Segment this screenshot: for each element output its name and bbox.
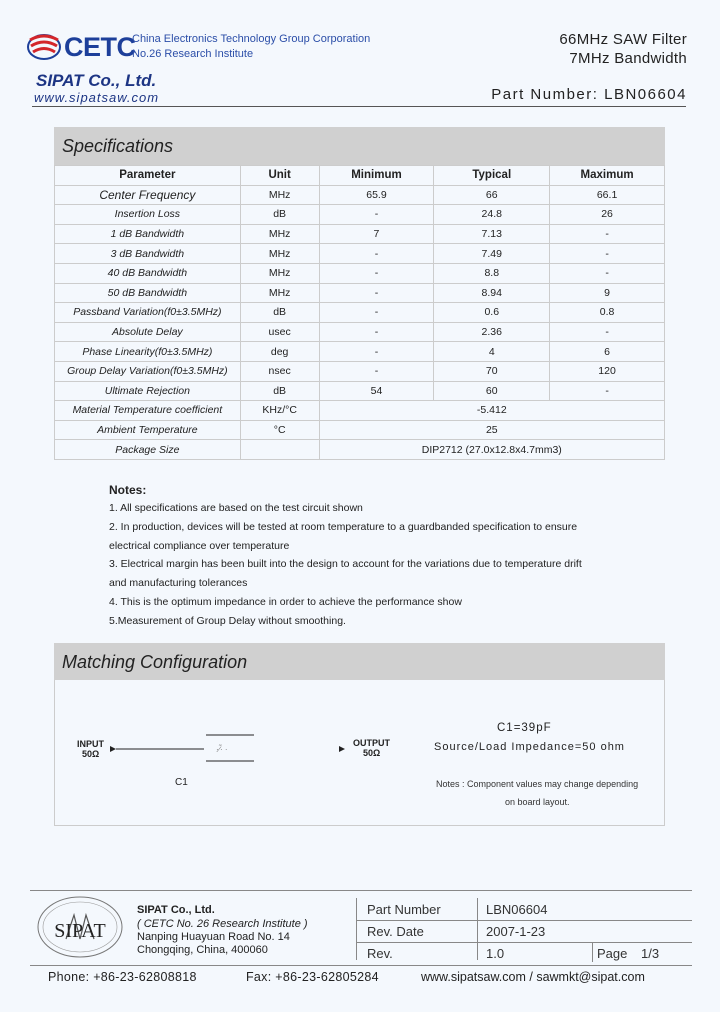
- footer-rev-label: Rev.: [367, 946, 393, 961]
- note-line: 4. This is the optimum impedance in order to achieve the performance show: [109, 595, 462, 608]
- footer-address-line1: Nanping Huayuan Road No. 14: [137, 931, 290, 943]
- cell-parameter: Absolute Delay: [55, 322, 241, 342]
- cell-parameter: 3 dB Bandwidth: [55, 244, 241, 264]
- cell-unit: MHz: [240, 283, 319, 303]
- footer-phone: Phone: +86-23-62808818: [48, 970, 197, 984]
- cell-typical: 66: [434, 185, 550, 205]
- cell-maximum: 26: [550, 205, 665, 225]
- cell-unit: MHz: [240, 244, 319, 264]
- cell-unit: nsec: [240, 361, 319, 381]
- cell-maximum: 120: [550, 361, 665, 381]
- footer-vertical-divider: [477, 898, 478, 960]
- note-line: 2. In production, devices will be tested at room temperature to a guardbanded specification to ensure: [109, 520, 578, 533]
- org-institute: No.26 Research Institute: [132, 48, 254, 60]
- cell-parameter: Passband Variation(f0±3.5MHz): [55, 303, 241, 323]
- cell-maximum: 9: [550, 283, 665, 303]
- table-row: [55, 342, 665, 362]
- table-row: [55, 303, 665, 323]
- sipat-seal-logo: [36, 895, 124, 959]
- product-bandwidth: 7MHz Bandwidth: [569, 50, 687, 67]
- cell-typical: 4: [434, 342, 550, 362]
- cell-minimum: -: [319, 263, 434, 283]
- cell-typical: 70: [434, 361, 550, 381]
- cell-parameter: Ultimate Rejection: [55, 381, 241, 401]
- cetc-logo-icon: [26, 30, 62, 62]
- output-arrow-icon: [337, 744, 349, 754]
- col-unit: Unit: [240, 166, 319, 186]
- footer-horizontal-divider: [356, 920, 692, 921]
- cetc-logo-text: CETC: [64, 32, 136, 62]
- table-row: [55, 263, 665, 283]
- org-name: China Electronics Technology Group Corporation: [132, 33, 371, 45]
- cell-unit: MHz: [240, 185, 319, 205]
- cell-unit: MHz: [240, 263, 319, 283]
- specifications-header: [54, 127, 665, 165]
- company-name: SIPAT Co., Ltd.: [36, 71, 157, 90]
- cell-minimum: -: [319, 322, 434, 342]
- input-label: INPUT: [77, 739, 104, 749]
- cell-value: 25: [319, 420, 664, 440]
- cell-typical: 8.8: [434, 263, 550, 283]
- matching-header: [54, 643, 665, 681]
- footer-vertical-divider: [592, 942, 593, 962]
- cell-parameter: Insertion Loss: [55, 205, 241, 225]
- cell-maximum: 66.1: [550, 185, 665, 205]
- col-typical: Typical: [434, 166, 550, 186]
- cell-parameter: Package Size: [55, 440, 241, 460]
- cell-unit: dB: [240, 303, 319, 323]
- cell-typical: 60: [434, 381, 550, 401]
- table-row: [55, 420, 665, 440]
- table-row: [55, 361, 665, 381]
- table-row: [55, 440, 665, 460]
- table-row: [55, 381, 665, 401]
- cell-maximum: -: [550, 263, 665, 283]
- cell-unit: dB: [240, 381, 319, 401]
- cell-unit: usec: [240, 322, 319, 342]
- note-line: 5.Measurement of Group Delay without smoothing.: [109, 614, 346, 627]
- notes-title: Notes:: [109, 483, 147, 497]
- table-row: [55, 244, 665, 264]
- part-number: Part Number: LBN06604: [491, 86, 687, 103]
- svg-text:·∕·̃ ·: ·∕·̃ ·: [216, 745, 228, 754]
- col-maximum: Maximum: [550, 166, 665, 186]
- table-row: [55, 401, 665, 421]
- footer-part-number-value: LBN06604: [486, 902, 548, 917]
- product-title: 66MHz SAW Filter: [559, 31, 687, 48]
- cell-typical: 0.6: [434, 303, 550, 323]
- note-line: 3. Electrical margin has been built into the design to account for the variations due to temperature drift: [109, 558, 582, 571]
- table-row: [55, 283, 665, 303]
- cell-value: -5.412: [319, 401, 664, 421]
- footer-rev-date-value: 2007-1-23: [486, 924, 546, 939]
- cell-maximum: -: [550, 381, 665, 401]
- col-minimum: Minimum: [319, 166, 434, 186]
- cell-minimum: -: [319, 361, 434, 381]
- cell-typical: 7.49: [434, 244, 550, 264]
- footer-page-label: Page: [597, 946, 628, 961]
- table-row: [55, 224, 665, 244]
- cell-minimum: -: [319, 283, 434, 303]
- cell-parameter: Ambient Temperature: [55, 420, 241, 440]
- cell-parameter: Phase Linearity(f0±3.5MHz): [55, 342, 241, 362]
- cell-typical: 2.36: [434, 322, 550, 342]
- svg-text:SIPAT: SIPAT: [54, 920, 106, 942]
- c1-value: C1=39pF: [497, 722, 552, 734]
- output-label: OUTPUT: [353, 738, 390, 748]
- cell-maximum: -: [550, 244, 665, 264]
- cell-minimum: -: [319, 244, 434, 264]
- cell-unit: deg: [240, 342, 319, 362]
- header-divider: [32, 106, 686, 107]
- cell-minimum: -: [319, 205, 434, 225]
- cell-parameter: Material Temperature coefficient: [55, 401, 241, 421]
- cell-minimum: -: [319, 342, 434, 362]
- table-row: [55, 322, 665, 342]
- cell-parameter: Group Delay Variation(f0±3.5MHz): [55, 361, 241, 381]
- cell-unit: dB: [240, 205, 319, 225]
- cell-parameter: 40 dB Bandwidth: [55, 263, 241, 283]
- table-header-row: [55, 166, 665, 186]
- footer-rev-value: 1.0: [486, 946, 505, 961]
- cell-typical: 7.13: [434, 224, 550, 244]
- matching-note-line: Notes : Component values may change depending: [436, 779, 639, 789]
- specifications-title: Specifications: [62, 136, 174, 156]
- footer-company: SIPAT Co., Ltd.: [137, 904, 215, 916]
- note-line: and manufacturing tolerances: [109, 577, 248, 590]
- footer-rev-date-label: Rev. Date: [367, 924, 424, 939]
- matching-title: Matching Configuration: [62, 652, 248, 672]
- cell-unit: KHz/°C: [240, 401, 319, 421]
- cell-unit: °C: [240, 420, 319, 440]
- cell-typical: 24.8: [434, 205, 550, 225]
- cell-minimum: 65.9: [319, 185, 434, 205]
- cell-value: DIP2712 (27.0x12.8x4.7mm3): [319, 440, 664, 460]
- circuit-diagram: [108, 730, 258, 766]
- footer-divider-bottom: [30, 965, 692, 966]
- specifications-table: [54, 165, 665, 460]
- cell-maximum: -: [550, 224, 665, 244]
- cell-typical: 8.94: [434, 283, 550, 303]
- footer-cetc: ( CETC No. 26 Research Institute ): [137, 918, 308, 930]
- source-load-impedance: Source/Load Impedance=50 ohm: [434, 741, 625, 753]
- footer-page-value: 1/3: [641, 946, 660, 961]
- notes-section: [109, 481, 669, 631]
- table-row: [55, 185, 665, 205]
- cell-parameter: 50 dB Bandwidth: [55, 283, 241, 303]
- table-row: [55, 205, 665, 225]
- cell-maximum: 0.8: [550, 303, 665, 323]
- footer-vertical-divider: [356, 898, 357, 960]
- matching-note-line: on board layout.: [505, 797, 570, 807]
- footer-web-email[interactable]: www.sipatsaw.com / sawmkt@sipat.com: [421, 970, 645, 984]
- footer-divider-top: [30, 890, 692, 891]
- c1-label: C1: [175, 777, 188, 788]
- website-link[interactable]: www.sipatsaw.com: [34, 90, 160, 105]
- cell-minimum: 54: [319, 381, 434, 401]
- cell-unit: MHz: [240, 224, 319, 244]
- output-impedance: 50Ω: [363, 748, 381, 758]
- cell-maximum: 6: [550, 342, 665, 362]
- cell-parameter: 1 dB Bandwidth: [55, 224, 241, 244]
- col-parameter: Parameter: [55, 166, 241, 186]
- footer-address-line2: Chongqing, China, 400060: [137, 944, 268, 956]
- cell-minimum: 7: [319, 224, 434, 244]
- footer-part-number-label: Part Number: [367, 902, 441, 917]
- cell-unit: [240, 440, 319, 460]
- input-impedance: 50Ω: [82, 749, 100, 759]
- footer-fax: Fax: +86-23-62805284: [246, 970, 379, 984]
- note-line: 1. All specifications are based on the test circuit shown: [109, 502, 363, 514]
- cell-maximum: -: [550, 322, 665, 342]
- note-line: electrical compliance over temperature: [109, 539, 290, 552]
- footer-horizontal-divider: [356, 942, 692, 943]
- cell-minimum: -: [319, 303, 434, 323]
- cell-parameter: Center Frequency: [55, 185, 241, 205]
